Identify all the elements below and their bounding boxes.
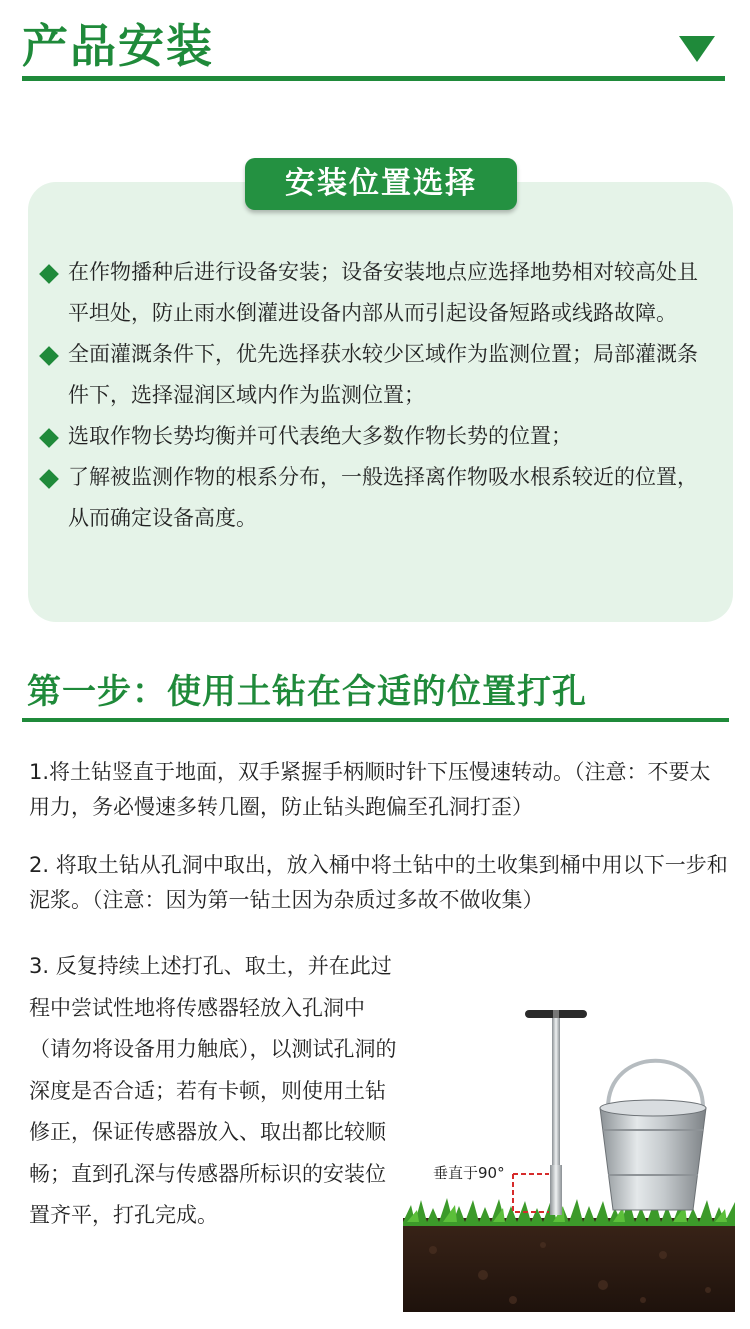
step-paragraph-1: 1.将土钻竖直于地面，双手紧握手柄顺时针下压慢速转动。（注意：不要太用力，务必慢速多转几圈，防止钻头跑偏至孔洞打歪） [29,760,711,819]
diamond-bullet-icon [39,346,59,366]
drilling-scene-image [403,1000,735,1312]
list-item [38,252,718,334]
angle-label: 垂直于90° [433,1164,505,1182]
section-header [22,0,725,82]
list-item-text: 选取作物长势均衡并可代表绝大多数作物长势的位置； [68,424,572,448]
list-item-text: 了解被监测作物的根系分布，一般选择离作物吸水根系较近的位置，从而确定设备高度。 [68,465,698,530]
list-item [38,457,718,539]
install-location-list [38,252,718,539]
list-item [38,334,718,416]
step-title: 第一步：使用土钻在合适的位置打孔 [27,672,587,712]
install-location-tag: 安装位置选择 [245,158,517,210]
diamond-bullet-icon [39,264,59,284]
header-divider [22,76,725,81]
triangle-down-icon [679,36,715,62]
drilling-illustration [403,1000,735,1312]
diamond-bullet-icon [39,428,59,448]
step-divider [22,718,729,722]
list-item-text: 全面灌溉条件下，优先选择获水较少区域作为监测位置；局部灌溉条件下，选择湿润区域内作为监测位置； [68,342,698,407]
diamond-bullet-icon [39,469,59,489]
section-title: 产品安装 [22,19,214,73]
step-paragraph-2: 2. 将取土钻从孔洞中取出，放入桶中将土钻中的土收集到桶中用以下一步和泥浆。（注意：因为第一钻土因为杂质过多故不做收集） [29,853,728,912]
step-paragraph-3: 3. 反复持续上述打孔、取土，并在此过程中尝试性地将传感器轻放入孔洞中（请勿将设备用力触底），以测试孔洞的深度是否合适；若有卡顿，则使用土钻修正，保证传感器放入、取出都比较顺畅；直到孔深与传感器所标识的安装位置齐平，打孔完成。 [29,954,397,1227]
list-item [38,416,718,457]
list-item-text: 在作物播种后进行设备安装；设备安装地点应选择地势相对较高处且平坦处，防止雨水倒灌进设备内部从而引起设备短路或线路故障。 [68,260,698,325]
